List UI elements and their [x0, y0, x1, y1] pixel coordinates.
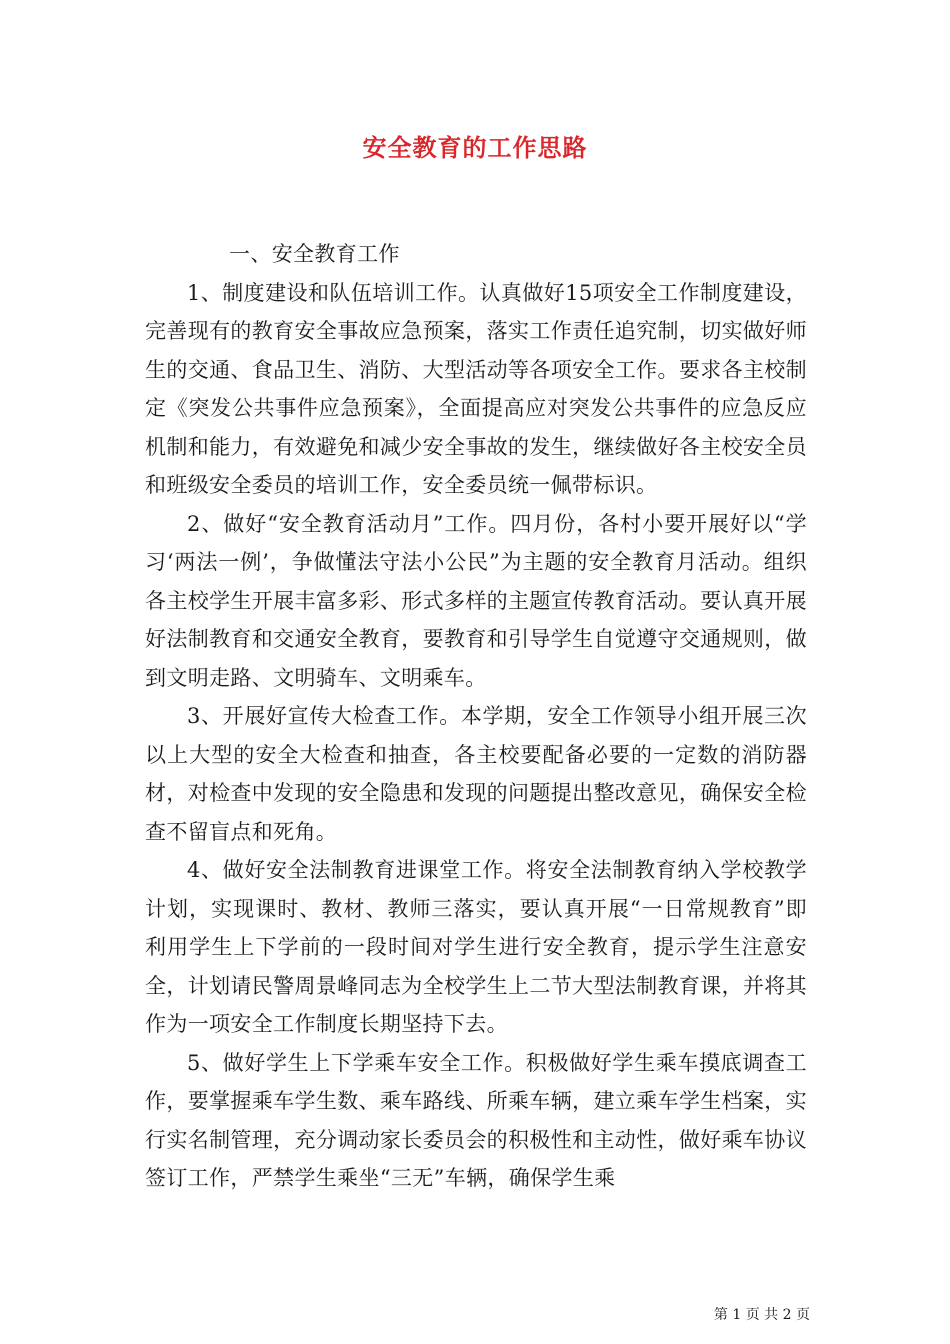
page-number: 第 1 页 共 2 页 [713, 1307, 810, 1323]
paragraph-4: 4、做好安全法制教育进课堂工作。将安全法制教育纳入学校教学计划，实现课时、教材、教师三落实，要认真开展“一日常规教育”即利用学生上下学前的一段时间对学生进行安全教育，提示学生注意安全，计划请民警周景峰同志为全校学生上二节大型法制教育课，并将其作为一项安全工作制度长期坚持下去。 [145, 858, 807, 1036]
document-body [145, 235, 807, 1198]
section-heading: 一、安全教育工作 [229, 242, 400, 266]
paragraph-5: 5、做好学生上下学乘车安全工作。积极做好学生乘车摸底调查工作，要掌握乘车学生数、乘车路线、所乘车辆，建立乘车学生档案，实行实名制管理，充分调动家长委员会的积极性和主动性，做好乘车协议签订工作，严禁学生乘坐“三无”车辆，确保学生乘 [145, 1050, 807, 1190]
document-title: 安全教育的工作思路 [362, 133, 588, 162]
paragraph-2: 2、做好“安全教育活动月”工作。四月份，各村小要开展好以“学习‘两法一例’，争做懂法守法小公民”为主题的安全教育月活动。组织各主校学生开展丰富多彩、形式多样的主题宣传教育活动。要认真开展好法制教育和交通安全教育，要教育和引导学生自觉遵守交通规则，做到文明走路、文明骑车、文明乘车。 [145, 511, 807, 690]
paragraph-3: 3、开展好宣传大检查工作。本学期，安全工作领导小组开展三次以上大型的安全大检查和抽查，各主校要配备必要的一定数的消防器材，对检查中发现的安全隐患和发现的问题提出整改意见，确保安全检查不留盲点和死角。 [145, 704, 807, 844]
paragraph-1: 1、制度建设和队伍培训工作。认真做好15项安全工作制度建设，完善现有的教育安全事故应急预案，落实工作责任追究制，切实做好师生的交通、食品卫生、消防、大型活动等各项安全工作。要求各主校制定《突发公共事件应急预案》，全面提高应对突发公共事件的应急反应机制和能力，有效避免和减少安全事故的发生，继续做好各主校安全员和班级安全委员的培训工作，安全委员统一佩带标识。 [145, 280, 807, 497]
